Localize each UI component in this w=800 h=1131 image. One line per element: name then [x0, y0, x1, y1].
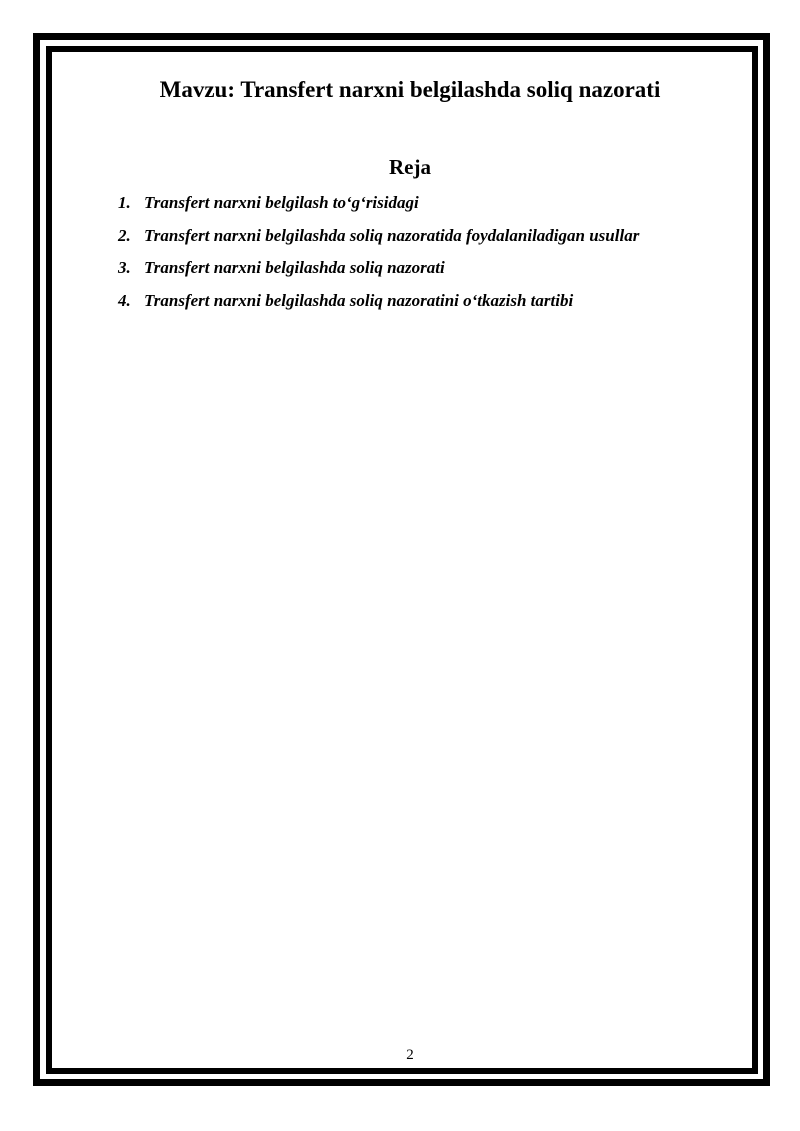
- plan-item-number: 2.: [118, 225, 131, 245]
- plan-item-text: Transfert narxni belgilashda soliq nazoratini o‘tkazish tartibi: [144, 290, 574, 310]
- page-title: Mavzu: Transfert narxni belgilashda soliq nazorati: [159, 77, 661, 102]
- plan-item-1: [118, 190, 639, 223]
- plan-list: [118, 190, 639, 320]
- plan-item-number: 4.: [118, 290, 131, 310]
- plan-heading: Reja: [389, 155, 431, 179]
- plan-item-3: [118, 255, 639, 288]
- plan-item-number: 3.: [118, 258, 131, 277]
- plan-item-number: 1.: [118, 193, 131, 212]
- plan-item-text: Transfert narxni belgilashda soliq nazoratida foydalaniladigan usullar: [144, 225, 640, 245]
- plan-item-4: [118, 288, 639, 321]
- page-number: 2: [406, 1047, 414, 1060]
- plan-item-text: Transfert narxni belgilash to‘g‘risidagi: [144, 193, 419, 212]
- plan-item-2: [118, 223, 639, 256]
- plan-item-text: Transfert narxni belgilashda soliq nazorati: [144, 258, 445, 277]
